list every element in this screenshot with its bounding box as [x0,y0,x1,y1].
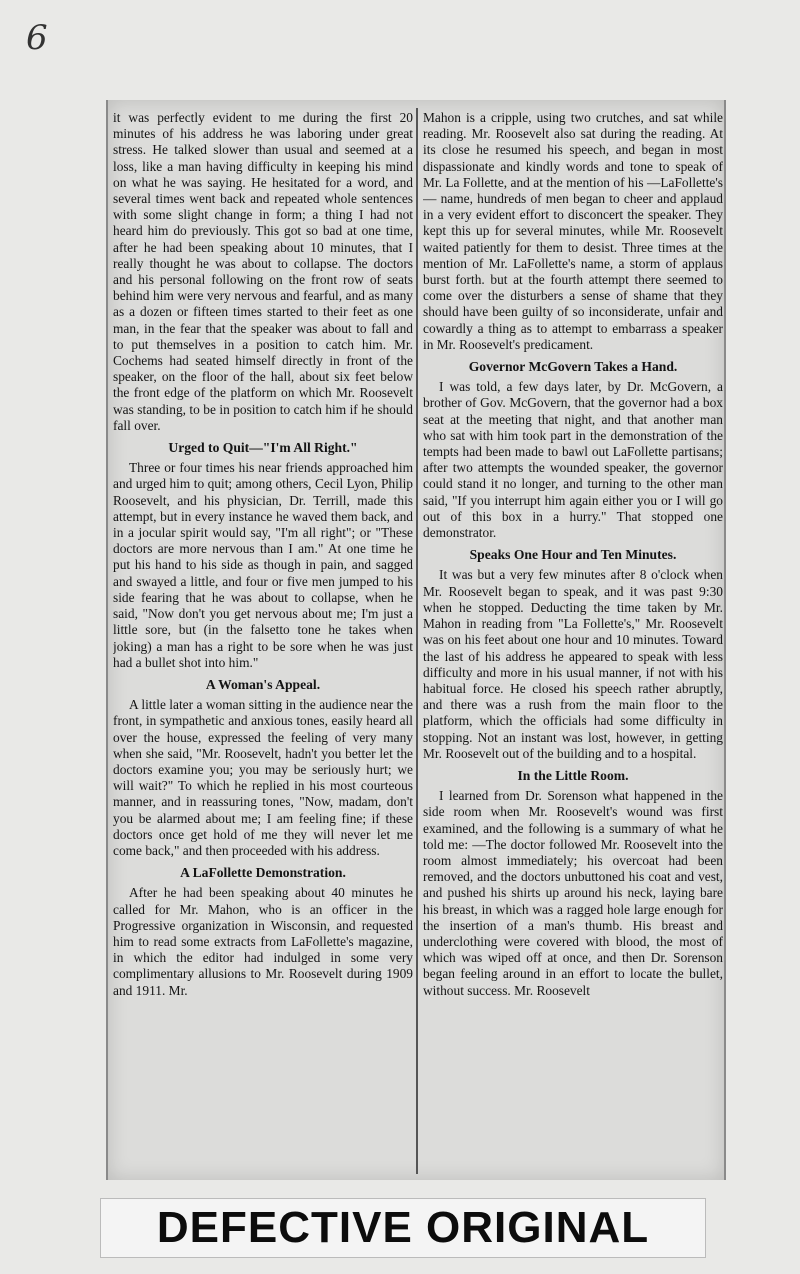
section-heading: Urged to Quit—"I'm All Right." [168,440,358,456]
section-heading: A Woman's Appeal. [205,676,321,692]
defective-original-stamp [100,1198,706,1258]
paragraph: Three or four times his near friends approached him and urged him to quit; among others, Cecil Lyon, Philip Roosevelt, and his physician, Dr. Terrill, made this attempt, but in every instance he waved them back, and in a jocular spirit would say, "I'm all right"; or "These doctors are more nervous than I am." At one time he put his hand to his side as though in pain, and sagged and swayed a little, and four or five men jumped to his side fearing that he was about to collapse, when he said, "Now don't you get nervous about me; I'm just a little sore, but (in the falsetto tone he takes when joking) a man has a right to be sore when he was just had a bullet shot into him." [113,460,413,670]
section-heading: Governor McGovern Takes a Hand. [468,359,678,375]
paragraph: A little later a woman sitting in the audience near the front, in sympathetic and anxious tones, easily heard all over the house, expressed the feeling of very many when she said, "Mr. Roosevelt, hadn't you better let the doctors examine you; you may be seriously hurt; we will wait?" To which he replied in his most courteous manner, and in reassuring tones, "Now, madam, don't you be alarmed about me; I am feeling fine; if these doctors once get hold of me they will never let me come back," and then proceeded with his address. [113,697,413,858]
right-column [423,110,723,1174]
paragraph: I was told, a few days later, by Dr. McGovern, a brother of Gov. McGovern, that the governor had a box seat at the meeting that night, and that another man who sat with him took part in the demonstration of the tempts had been made to bawl out LaFollette partisans; after two attempts the wounded speaker, the governor could stand it no longer, and turning to the other man said, "If you interrupt him again either you or I will go out of this box in a hurry." That stopped one demonstrator. [423,379,723,541]
paragraph: I learned from Dr. Sorenson what happened in the side room when Mr. Roosevelt's wound was first examined, and the following is a summary of what he told me: —The doctor followed Mr. Roosevelt into the room almost immediately; his overcoat had been removed, and the doctors unbuttoned his coat and vest, and pushed his shirts up around his neck, laying bare his breast, in which was a ragged hole large enough for the insertion of a man's thumb. His breast and underclothing were covered with blood, the most of which was wiped off at once, and then Dr. Sorenson began feeling around in an effort to locate the bullet, without success. Mr. Roosevelt [423,788,723,998]
left-column [113,110,413,1174]
paragraph: After he had been speaking about 40 minutes he called for Mr. Mahon, who is an officer in the Progressive organization in Wisconsin, and requested him to read some extracts from LaFollette's magazine, in which the editor had indulged in some very complimentary allusions to Mr. Roosevelt during 1909 and 1911. Mr. [113,885,413,998]
paragraph: It was but a very few minutes after 8 o'clock when Mr. Roosevelt began to speak, and it was past 9:30 when he stopped. Deducting the time taken by Mr. Mahon in reading from "La Follette's," Mr. Roosevelt was on his feet about one hour and 10 minutes. Toward the last of his address he appeared to speak with less difficulty and more in his usual manner, if not with his habitual force. He closed his speech rather abruptly, and there was a rush from the main floor to the platform, which the officials had some difficulty in stopping. Not an instant was lost, however, in getting Mr. Roosevelt out of the building and to a hospital. [423,567,723,761]
section-heading: Speaks One Hour and Ten Minutes. [469,547,677,563]
section-heading: In the Little Room. [517,767,629,783]
paragraph: Mahon is a cripple, using two crutches, and sat while reading. Mr. Roosevelt also sat during the reading. At its close he resumed his speech, and began in most dispassionate and kindly words and tone to speak of Mr. La Follette, and at the mention of his —LaFollette's — name, hundreds of men began to cheer and applaud in a very evident effort to disconcert the speaker. They kept this up for several minutes, while Mr. Roosevelt waited patiently for them to desist. Three times at the mention of Mr. LaFollette's name, a storm of applaus burst forth. but at the fourth attempt there seemed to come over the disturbers a sense of shame that they should have been guilty of so inconsiderate, unfair and cowardly a thing as to attempt to embarrass a speaker in Mr. Roosevelt's predicament. [423,110,723,352]
section-heading: A LaFollette Demonstration. [180,865,346,881]
paragraph: it was perfectly evident to me during the first 20 minutes of his address he was laboring under great stress. He talked slower than usual and seemed at a loss, like a man having difficulty in keeping his mind on what he was saying. He hesitated for a word, and several times went back and repeated whole sentences with some slight change in form; a thing I had not heard him do previously. This got so bad at one time, after he had been speaking about 10 minutes, that I really thought he was about to collapse. The doctors and his personal following on the front row of seats behind him were very nervous and fearful, and as many as a dozen or fifteen times started to their feet as one man, in the fear that the speaker was about to fall and to put themselves in a position to catch him. Mr. Cochems had seated himself directly in front of the speaker, on the floor of the hall, about six feet below the front edge of the platform on which Mr. Roosevelt was standing, to be in position to catch him if he should fall over. [113,110,413,433]
column-divider [416,108,418,1174]
stamp-text: DEFECTIVE ORIGINAL [156,1203,650,1252]
page-number: 6 [26,18,48,58]
